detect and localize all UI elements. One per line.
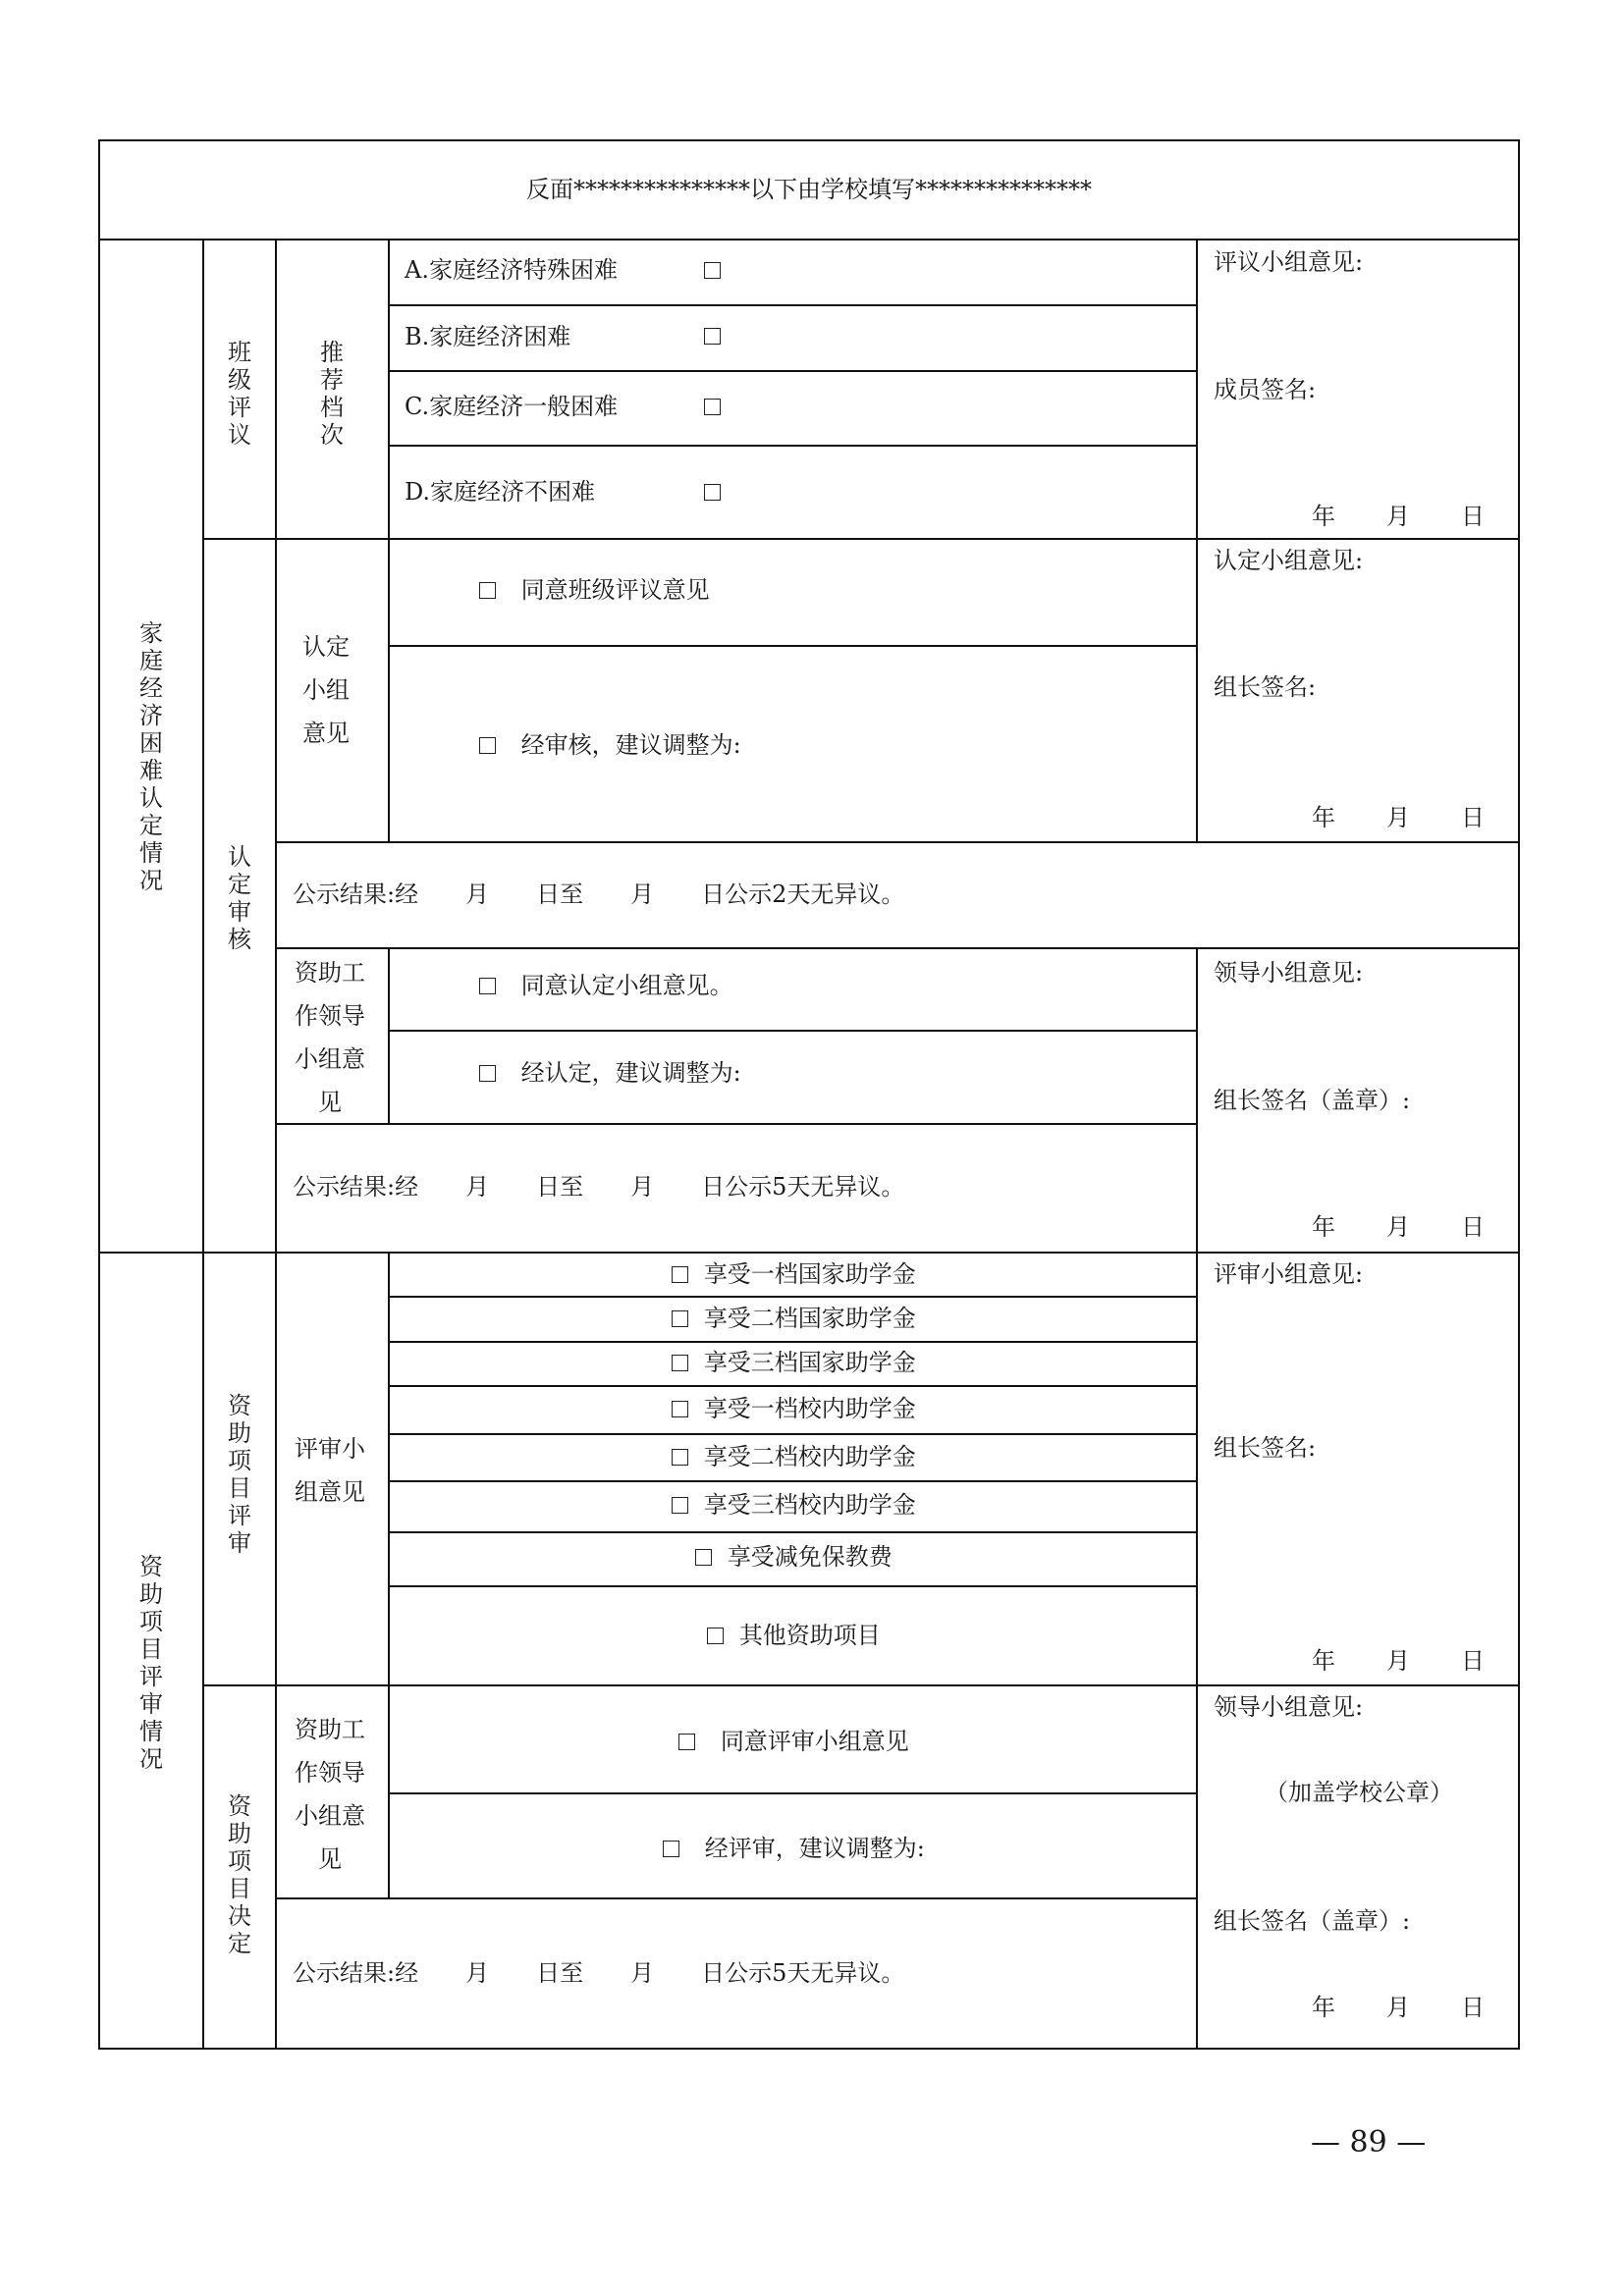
review-group-label: 评审小组意见 — [295, 1435, 365, 1506]
date-day: 日 — [1461, 1213, 1485, 1241]
leadership-opinion-label: 领导小组意见: — [1214, 959, 1364, 987]
decision-opinion-label: 领导小组意见: — [1214, 1693, 1364, 1721]
option-a-checkbox[interactable] — [704, 262, 721, 279]
leadership-group-label: 资助工作领导小组意见 — [295, 959, 365, 1116]
class-review-label: 班级评议 — [228, 339, 251, 449]
adjust-after-review-checkbox[interactable] — [479, 737, 496, 754]
aid-option-school-2[interactable]: 享受二档校内助学金 — [390, 1442, 1198, 1471]
verification-opinion-label: 认定小组意见: — [1214, 547, 1364, 574]
aid-option-national-3-checkbox[interactable] — [672, 1355, 688, 1371]
date-month: 月 — [1386, 503, 1410, 530]
adjust-after-aid-review[interactable]: 经评审，建议调整为: — [390, 1834, 1198, 1863]
decision-signature-seal-label: 组长签名（盖章）: — [1214, 1907, 1411, 1935]
school-seal-note: （加盖学校公章） — [1265, 1779, 1453, 1806]
option-d[interactable]: D.家庭经济不困难 — [405, 478, 596, 506]
date-day: 日 — [1461, 1647, 1485, 1675]
aid-option-other-checkbox[interactable] — [707, 1628, 724, 1644]
date-month: 月 — [1386, 1994, 1410, 2021]
recommend-level-label: 推荐档次 — [320, 339, 344, 449]
aid-option-school-2-checkbox[interactable] — [672, 1449, 688, 1466]
date-day: 日 — [1461, 804, 1485, 831]
aid-option-school-3[interactable]: 享受三档校内助学金 — [390, 1490, 1198, 1520]
aid-option-fee-waiver-checkbox[interactable] — [695, 1549, 712, 1566]
publicity-result-2-days: 公示结果:经 月 日至 月 日公示2天无异议。 — [293, 881, 905, 908]
option-b[interactable]: B.家庭经济困难 — [405, 323, 571, 350]
agree-class-review-checkbox[interactable] — [479, 582, 496, 599]
member-signature-label: 成员签名: — [1214, 376, 1317, 403]
agree-review-group-checkbox[interactable] — [678, 1734, 695, 1750]
verification-label: 认定审核 — [228, 843, 251, 953]
agree-verification[interactable]: 同意认定小组意见。 — [479, 971, 733, 1000]
option-a[interactable]: A.家庭经济特殊困难 — [405, 256, 618, 284]
aid-option-fee-waiver[interactable]: 享受减免保教费 — [390, 1542, 1198, 1572]
option-c[interactable]: C.家庭经济一般困难 — [405, 393, 619, 420]
leader-signature-label: 组长签名: — [1214, 673, 1317, 701]
option-b-checkbox[interactable] — [704, 328, 721, 345]
review-group-opinion-label: 评议小组意见: — [1214, 248, 1364, 276]
date-year: 年 — [1312, 1213, 1335, 1241]
publicity-result-5-days: 公示结果:经 月 日至 月 日公示5天无异议。 — [293, 1173, 905, 1201]
agree-class-review[interactable]: 同意班级评议意见 — [479, 575, 710, 605]
date-month: 月 — [1386, 1213, 1410, 1241]
date-month: 月 — [1386, 804, 1410, 831]
aid-leader-signature-label: 组长签名: — [1214, 1434, 1317, 1462]
aid-option-other[interactable]: 其他资助项目 — [390, 1621, 1198, 1650]
aid-option-national-1-checkbox[interactable] — [672, 1266, 688, 1283]
aid-option-national-2-checkbox[interactable] — [672, 1310, 688, 1327]
aid-option-school-3-checkbox[interactable] — [672, 1497, 688, 1514]
adjust-after-verification-checkbox[interactable] — [479, 1065, 496, 1082]
section-title-household-hardship: 家庭经济困难认定情况 — [139, 619, 163, 894]
form-table — [98, 139, 1520, 2050]
aid-review-label: 资助项目评审 — [228, 1392, 251, 1557]
date-day: 日 — [1461, 503, 1485, 530]
decision-leadership-group-label: 资助工作领导小组意见 — [295, 1716, 365, 1873]
aid-option-school-1[interactable]: 享受一档校内助学金 — [390, 1394, 1198, 1423]
aid-option-national-2[interactable]: 享受二档国家助学金 — [390, 1304, 1198, 1333]
verification-group-label: 认定小组意见 — [302, 633, 350, 747]
leader-signature-seal-label: 组长签名（盖章）: — [1214, 1087, 1411, 1114]
form-header: 反面***************以下由学校填写*************** — [526, 176, 1092, 203]
aid-option-national-3[interactable]: 享受三档国家助学金 — [390, 1348, 1198, 1377]
date-year: 年 — [1312, 1994, 1335, 2021]
agree-review-group[interactable]: 同意评审小组意见 — [390, 1727, 1198, 1756]
date-day: 日 — [1461, 1994, 1485, 2021]
decision-publicity-result: 公示结果:经 月 日至 月 日公示5天无异议。 — [293, 1959, 905, 1987]
adjust-after-review[interactable]: 经审核，建议调整为: — [479, 730, 741, 760]
aid-review-opinion-label: 评审小组意见: — [1214, 1260, 1364, 1288]
aid-decision-label: 资助项目决定 — [228, 1792, 251, 1957]
adjust-after-aid-review-checkbox[interactable] — [663, 1841, 679, 1857]
date-year: 年 — [1312, 503, 1335, 530]
option-d-checkbox[interactable] — [704, 484, 721, 501]
agree-verification-checkbox[interactable] — [479, 978, 496, 994]
date-year: 年 — [1312, 804, 1335, 831]
adjust-after-verification[interactable]: 经认定，建议调整为: — [479, 1058, 741, 1088]
option-c-checkbox[interactable] — [704, 399, 721, 415]
aid-option-national-1[interactable]: 享受一档国家助学金 — [390, 1259, 1198, 1289]
aid-option-school-1-checkbox[interactable] — [672, 1401, 688, 1417]
section-title-aid-review: 资助项目评审情况 — [139, 1553, 163, 1773]
date-year: 年 — [1312, 1647, 1335, 1675]
page-number: — 89 — — [1311, 2125, 1427, 2160]
date-month: 月 — [1386, 1647, 1410, 1675]
